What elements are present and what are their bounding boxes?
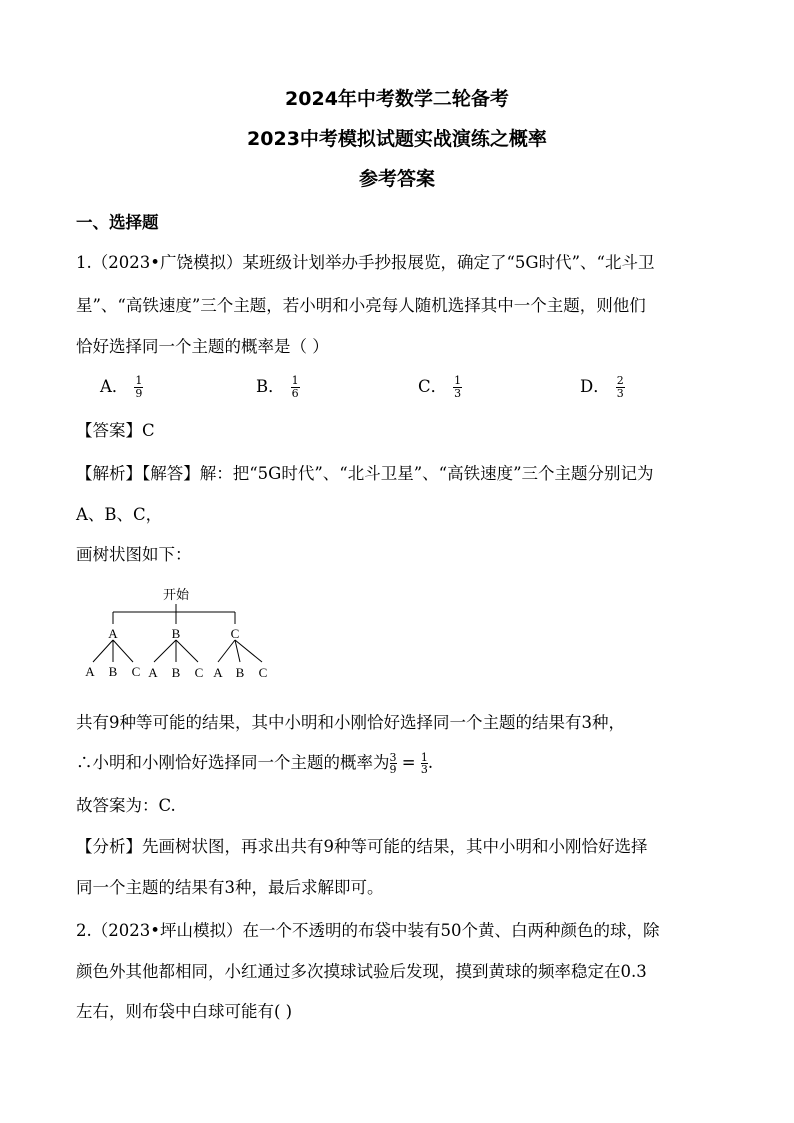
result-line-1: 共有9种等可能的结果，其中小明和小刚恰好选择同一个主题的结果有3种， (76, 713, 625, 732)
result-fraction-1-numerator: 3 (389, 751, 397, 764)
analysis-line-3: 画树状图如下： (76, 545, 192, 564)
analysis-line-2: A、B、C， (76, 505, 163, 524)
tree-leaf-5: B (171, 665, 181, 680)
question-1-line-2: 星”、“高铁速度”三个主题，若小明和小亮每人随机选择其中一个主题，则他们 (76, 296, 646, 315)
option-d-numerator: 2 (616, 374, 624, 387)
tree-leaf-7: A (213, 665, 223, 680)
branch-a-a (93, 640, 113, 662)
question-2-line-2: 颜色外其他都相同，小红通过多次摸球试验后发现，摸到黄球的频率稳定在0.3 (76, 962, 647, 981)
answer-line: 【答案】C (76, 421, 155, 440)
result-line-2 (76, 752, 433, 775)
option-c-denominator: 3 (454, 387, 462, 400)
option-c (418, 372, 462, 402)
analysis-line-1: 【解析】【解答】解：把“5G时代”、“北斗卫星”、“高铁速度”三个主题分别记为 (76, 464, 654, 483)
option-b-numerator: 1 (291, 374, 299, 387)
tree-level1-c: C (230, 626, 240, 641)
tree-diagram (76, 582, 286, 687)
option-d-label: D． (580, 377, 610, 396)
section-heading: 一、选择题 (76, 213, 159, 232)
branch-b-a (154, 640, 176, 662)
result-fraction-1 (390, 752, 397, 775)
tree-leaf-6: C (194, 665, 204, 680)
branch-c-a (218, 640, 235, 662)
option-d-fraction (616, 375, 625, 400)
result-period: . (427, 753, 434, 772)
tree-level1-b: B (171, 626, 181, 641)
branch-a-c (113, 640, 133, 662)
option-d-denominator: 3 (616, 387, 624, 400)
result-fraction-2 (421, 752, 428, 775)
fenxi-line-1: 【分析】先画树状图，再求出共有9种等可能的结果，其中小明和小刚恰好选择 (76, 837, 648, 856)
result-line-2-text: ∴小明和小刚恰好选择同一个主题的概率为 (76, 753, 390, 772)
answer-key-heading: 参考答案 (358, 168, 435, 190)
option-d (580, 372, 625, 402)
question-1-line-1: 1.（2023•广饶模拟）某班级计划举办手抄报展览，确定了“5G时代”、“北斗卫 (76, 253, 655, 272)
option-c-label: C． (418, 377, 448, 396)
option-a-numerator: 1 (135, 374, 143, 387)
option-c-fraction (453, 375, 462, 400)
tree-leaf-8: B (235, 665, 245, 680)
option-a (100, 372, 143, 402)
document-subtitle: 2023中考模拟试题实战演练之概率 (247, 128, 547, 150)
option-b-denominator: 6 (291, 387, 299, 400)
question-2-line-3: 左右，则布袋中白球可能有( ) (76, 1002, 293, 1021)
option-a-fraction (134, 375, 143, 400)
branch-b-c (176, 640, 198, 662)
tree-leaf-4: A (148, 665, 158, 680)
option-b-fraction (291, 375, 300, 400)
tree-root-label: 开始 (162, 587, 190, 602)
result-fraction-2-denominator: 3 (420, 763, 428, 776)
result-fraction-2-numerator: 1 (420, 751, 428, 764)
option-a-denominator: 9 (135, 387, 143, 400)
option-b (256, 372, 300, 402)
conclusion-line: 故答案为：C. (76, 796, 176, 815)
question-2-line-1: 2.（2023•坪山模拟）在一个不透明的布袋中装有50个黄、白两种颜色的球，除 (76, 921, 660, 940)
result-equals: = (401, 753, 416, 772)
tree-level1-a: A (108, 626, 118, 641)
fenxi-line-2: 同一个主题的结果有3种，最后求解即可。 (76, 878, 384, 897)
tree-leaf-2: B (108, 664, 118, 679)
tree-leaf-3: C (131, 664, 141, 679)
option-c-numerator: 1 (454, 374, 462, 387)
result-fraction-1-denominator: 9 (389, 763, 397, 776)
option-a-label: A． (100, 377, 129, 396)
question-1-line-3: 恰好选择同一个主题的概率是（ ） (76, 337, 329, 356)
document-title: 2024年中考数学二轮备考 (285, 88, 509, 110)
option-b-label: B． (256, 377, 285, 396)
tree-leaf-1: A (85, 664, 95, 679)
tree-leaf-9: C (258, 665, 268, 680)
